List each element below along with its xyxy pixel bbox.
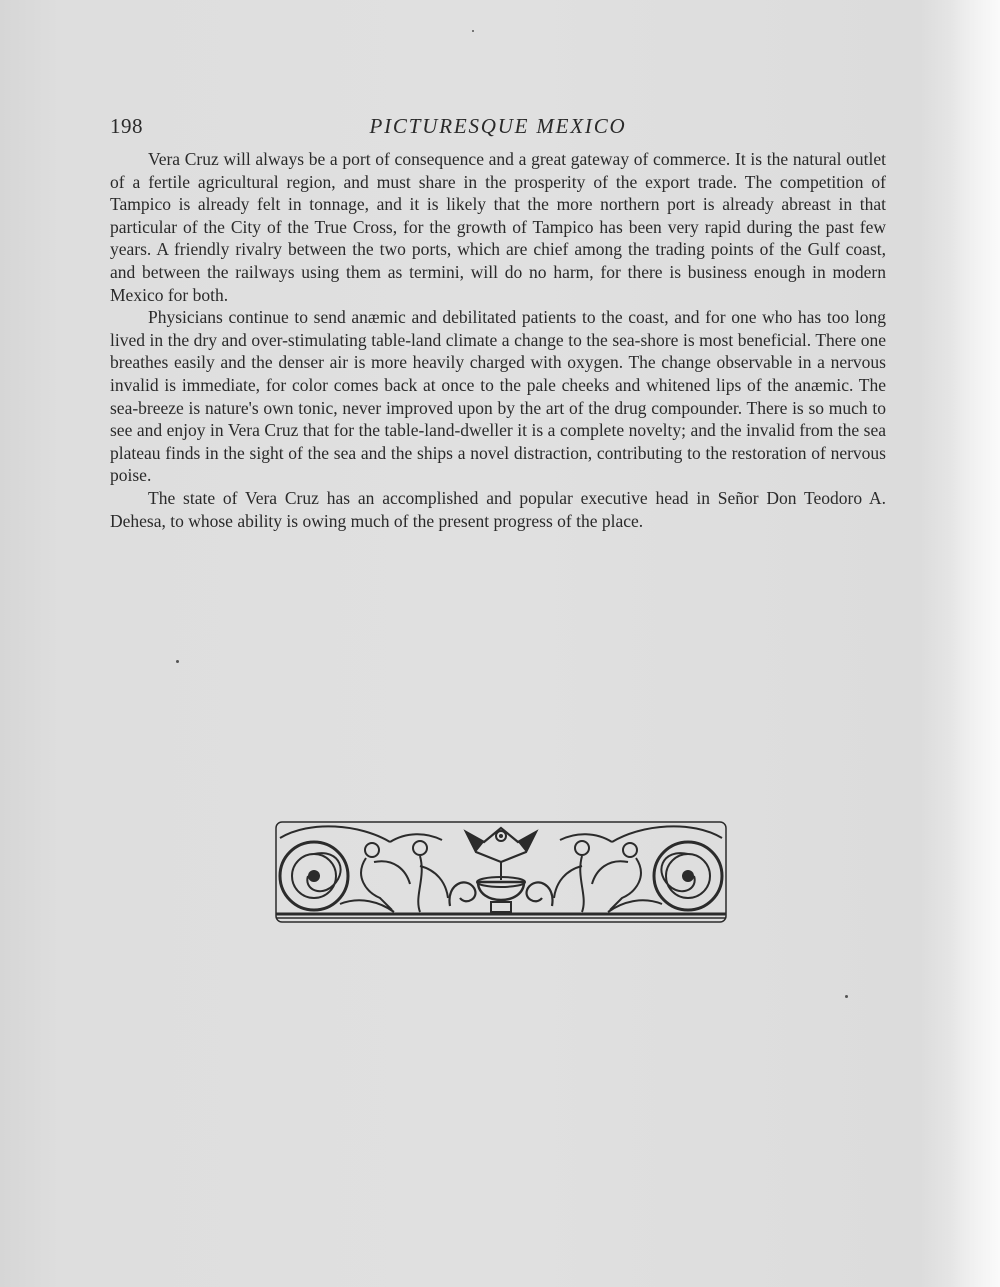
paragraph: Vera Cruz will always be a port of consequence and a great gateway of commerce. It is the natural outlet of a fertile agricultural region, and must share in the prosperity of the export trade. The competition of Tampico is already felt in tonnage, and it is likely that the more northern port is already abreast in that particular of the City of the True Cross, for the growth of Tampico has been very rapid during the past few years. A friendly rivalry between the two ports, which are chief among the trading points of the Gulf coast, and between the railways using them as termini, will do no harm, for there is business enough in modern Mexico for both. xyxy=(110,149,886,305)
paragraph: The state of Vera Cruz has an accomplished and popular executive head in Señor Don Teodoro A. Dehesa, to whose ability is owing much of the present progress of the place. xyxy=(110,487,886,531)
running-head xyxy=(110,114,886,144)
paper-speck xyxy=(176,660,179,663)
paper-speck xyxy=(845,995,848,998)
page-edge-shading xyxy=(950,0,1000,1287)
running-title: PICTURESQUE MEXICO xyxy=(369,114,627,138)
engraved-tailpiece-ornament-icon xyxy=(270,818,732,926)
page-number: 198 xyxy=(110,114,143,138)
paper-speck xyxy=(472,30,474,32)
paragraph: Physicians continue to send anæmic and debilitated patients to the coast, and for one who has too long lived in the dry and over-stimulating table-land climate a change to the sea-shore is most beneficial. There one breathes easily and the denser air is more heavily charged with oxygen. The change observable in a nervous invalid is immediate, for color comes back at once to the pale cheeks and whitened lips of the anæmic. The sea-breeze is nature's own tonic, never improved upon by the art of the drug compounder. There is so much to see and enjoy in Vera Cruz that for the table-land-dweller it is a complete novelty; and the invalid from the sea plateau finds in the sight of the sea and the ships a novel distraction, contributing to the restoration of nervous poise. xyxy=(110,307,886,486)
body-text xyxy=(110,148,886,532)
